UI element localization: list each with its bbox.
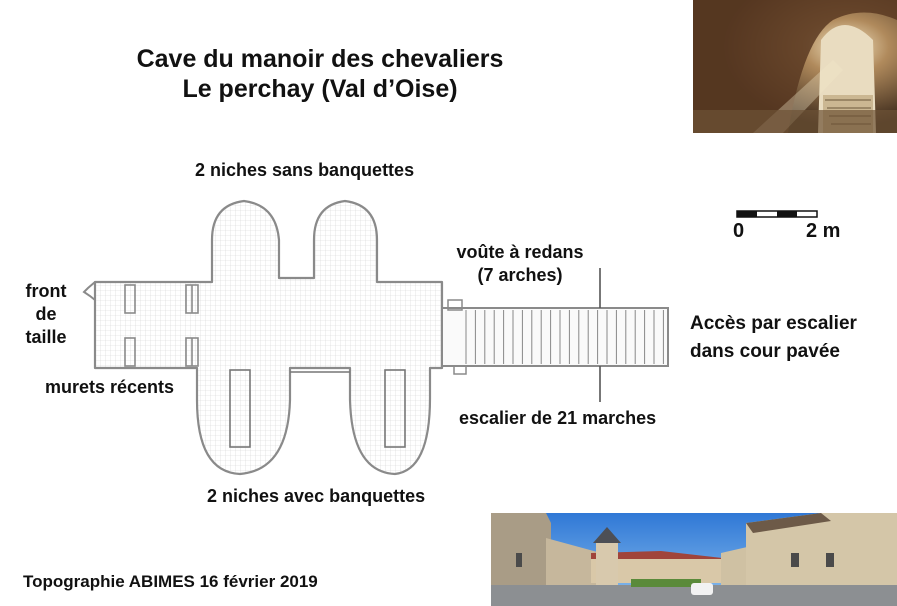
label-front-de-taille	[18, 280, 74, 349]
label-acces	[690, 310, 857, 366]
survey-credit: Topographie ABIMES 16 février 2019	[23, 572, 318, 591]
scale-bar	[737, 211, 817, 217]
scale-start-label: 0	[733, 220, 745, 242]
courtyard-panorama-photo	[491, 513, 897, 606]
label-acces-line2: dans cour pavée	[690, 341, 840, 362]
plan-title-line2: Le perchay (Val d’Oise)	[182, 75, 458, 103]
label-front-line3: taille	[25, 327, 67, 347]
cellar-interior-photo	[693, 0, 897, 133]
label-niches-top: 2 niches sans banquettes	[195, 160, 415, 180]
label-escalier: escalier de 21 marches	[459, 408, 657, 428]
label-murets: murets récents	[45, 377, 175, 397]
plan-title-line1: Cave du manoir des chevaliers	[136, 45, 504, 73]
scale-end-label: 2 m	[806, 220, 841, 242]
label-niches-bottom: 2 niches avec banquettes	[207, 486, 426, 506]
label-front-line1: front	[25, 281, 67, 301]
main-chamber	[84, 195, 445, 480]
label-voute	[440, 241, 600, 287]
label-voute-line2: (7 arches)	[477, 265, 563, 285]
label-voute-line1: voûte à redans	[456, 242, 584, 262]
label-acces-line1: Accès par escalier	[690, 313, 857, 334]
staircase	[442, 268, 668, 402]
label-front-line2: de	[35, 304, 57, 324]
